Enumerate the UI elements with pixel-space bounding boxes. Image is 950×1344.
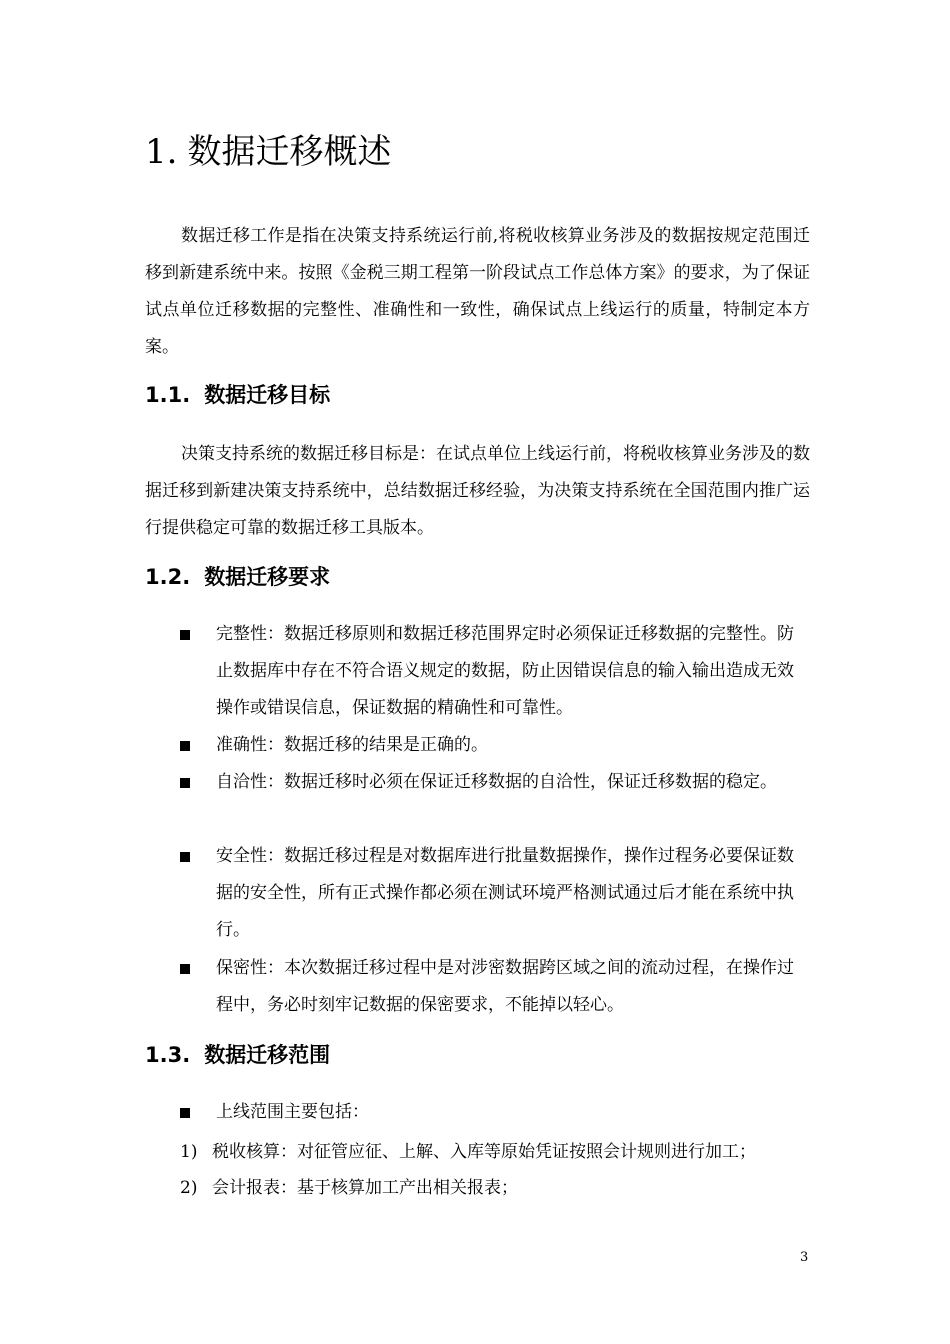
- section-heading-1-3: [145, 1040, 330, 1070]
- section-heading-1: [145, 128, 391, 176]
- square-bullet-icon: [180, 630, 190, 640]
- requirement-item: [180, 950, 810, 1024]
- square-bullet-icon: [180, 778, 190, 788]
- requirement-item: [180, 727, 810, 764]
- scope-list-item: [180, 1170, 810, 1207]
- scope-bullet: [180, 1094, 810, 1131]
- requirement-item: [180, 764, 810, 801]
- section-title: 数据迁移目标: [204, 383, 331, 407]
- requirement-item: [180, 616, 810, 727]
- section-heading-1-1: [145, 380, 330, 410]
- section-title: 数据迁移要求: [204, 565, 331, 589]
- requirement-text: 安全性：数据迁移过程是对数据库进行批量数据操作，操作过程务必要保证数据的安全性，所有正式操作都必须在测试环境严格测试通过后才能在系统中执行。: [216, 846, 794, 940]
- requirement-text: 保密性：本次数据迁移过程中是对涉密数据跨区域之间的流动过程，在操作过程中，务必时刻牢记数据的保密要求，不能掉以轻心。: [216, 958, 794, 1015]
- goal-paragraph: 决策支持系统的数据迁移目标是：在试点单位上线运行前，将税收核算业务涉及的数据迁移到新建决策支持系统中，总结数据迁移经验，为决策支持系统在全国范围内推广运行提供稳定可靠的数据迁移工具版本。: [145, 444, 810, 538]
- scope-list-item: [180, 1134, 810, 1171]
- intro-paragraph: 数据迁移工作是指在决策支持系统运行前,将税收核算业务涉及的数据按规定范围迁移到新建系统中来。按照《金税三期工程第一阶段试点工作总体方案》的要求，为了保证试点单位迁移数据的完整性、准确性和一致性，确保试点上线运行的质量，特制定本方案。: [145, 226, 810, 357]
- square-bullet-icon: [180, 1108, 190, 1118]
- square-bullet-icon: [180, 964, 190, 974]
- requirement-text: 完整性：数据迁移原则和数据迁移范围界定时必须保证迁移数据的完整性。防止数据库中存在不符合语义规定的数据，防止因错误信息的输入输出造成无效操作或错误信息，保证数据的精确性和可靠性。: [216, 624, 794, 718]
- section-title: 数据迁移范围: [204, 1043, 331, 1067]
- square-bullet-icon: [180, 852, 190, 862]
- list-number: 2): [180, 1178, 198, 1198]
- list-text: 税收核算：对征管应征、上解、入库等原始凭证按照会计规则进行加工；: [212, 1142, 756, 1162]
- requirement-item: [180, 838, 810, 949]
- page-number: 3: [800, 1250, 809, 1265]
- scope-bullet-text: 上线范围主要包括：: [216, 1102, 369, 1122]
- section-title: 数据迁移概述: [187, 132, 392, 172]
- section-number: 1.1.: [145, 383, 191, 407]
- requirement-text: 准确性：数据迁移的结果是正确的。: [216, 735, 488, 755]
- section-number: 1.2.: [145, 565, 191, 589]
- section-number: 1.3.: [145, 1043, 191, 1067]
- requirement-text: 自洽性：数据迁移时必须在保证迁移数据的自洽性，保证迁移数据的稳定。: [216, 772, 777, 792]
- section-number: 1.: [145, 132, 178, 172]
- section-heading-1-2: [145, 562, 330, 592]
- list-number: 1): [180, 1142, 198, 1162]
- list-text: 会计报表：基于核算加工产出相关报表；: [212, 1178, 518, 1198]
- square-bullet-icon: [180, 741, 190, 751]
